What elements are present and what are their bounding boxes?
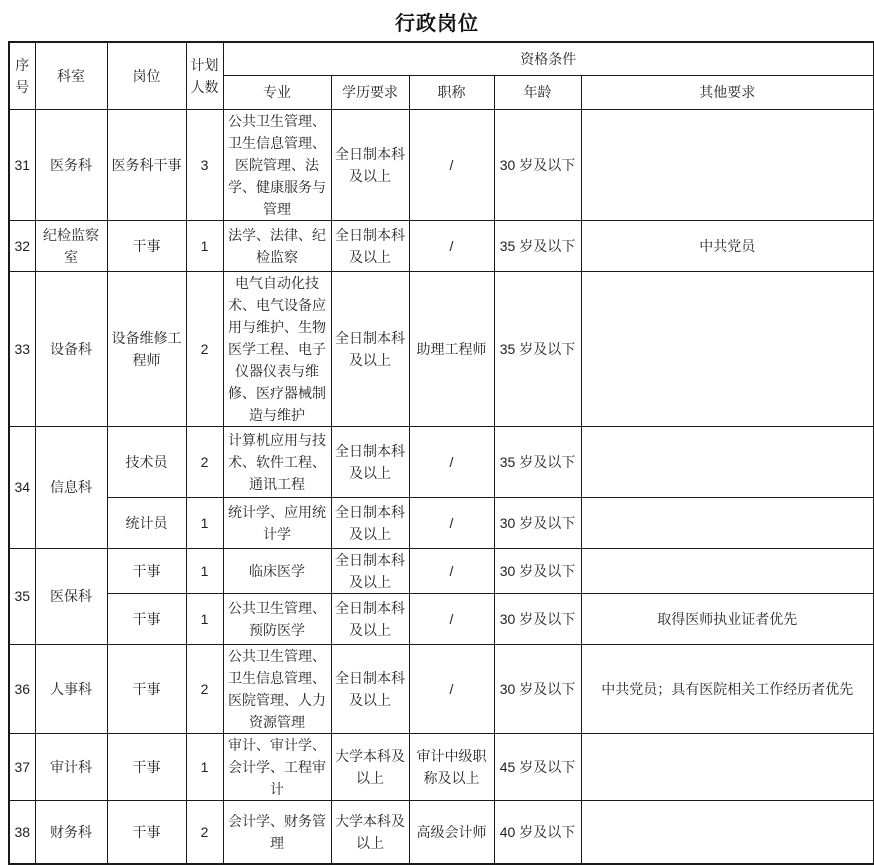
cell-major: 计算机应用与技术、软件工程、通讯工程 (223, 426, 331, 497)
cell-plan: 1 (186, 220, 223, 271)
cell-plan: 3 (186, 109, 223, 220)
cell-major: 审计、审计学、会计学、工程审计 (223, 733, 331, 800)
cell-no: 34 (9, 426, 35, 548)
cell-post: 干事 (107, 800, 186, 864)
cell-age: 30 岁及以下 (494, 593, 581, 644)
cell-other: 中共党员 (581, 220, 874, 271)
cell-edu: 全日制本科及以上 (331, 548, 409, 593)
cell-prof: 审计中级职称及以上 (409, 733, 494, 800)
cell-plan: 2 (186, 800, 223, 864)
cell-other (581, 497, 874, 548)
cell-plan: 2 (186, 644, 223, 733)
cell-post: 设备维修工程师 (107, 271, 186, 426)
cell-major: 法学、法律、纪检监察 (223, 220, 331, 271)
cell-post: 干事 (107, 593, 186, 644)
cell-dept: 审计科 (35, 733, 107, 800)
cell-plan: 2 (186, 426, 223, 497)
cell-age: 35 岁及以下 (494, 426, 581, 497)
cell-other (581, 800, 874, 864)
table-row-34-stat (9, 497, 874, 548)
table-row-33 (9, 271, 874, 426)
table-row-36 (9, 644, 874, 733)
cell-no: 37 (9, 733, 35, 800)
cell-age: 30 岁及以下 (494, 497, 581, 548)
cell-major: 电气自动化技术、电气设备应用与维护、生物医学工程、电子仪器仪表与维修、医疗器械制造与维护 (223, 271, 331, 426)
cell-prof: 高级会计师 (409, 800, 494, 864)
cell-edu: 全日制本科及以上 (331, 426, 409, 497)
cell-other (581, 426, 874, 497)
cell-dept: 信息科 (35, 426, 107, 548)
page-title: 行政岗位 (395, 13, 479, 35)
col-header-major: 专业 (223, 75, 331, 109)
col-header-post: 岗位 (107, 42, 186, 109)
cell-no: 38 (9, 800, 35, 864)
col-header-other: 其他要求 (581, 75, 874, 109)
cell-edu: 大学本科及以上 (331, 800, 409, 864)
table-row-35-b (9, 593, 874, 644)
cell-other: 取得医师执业证者优先 (581, 593, 874, 644)
cell-dept: 设备科 (35, 271, 107, 426)
cell-prof: / (409, 644, 494, 733)
cell-other (581, 548, 874, 593)
cell-other (581, 733, 874, 800)
table-row-32 (9, 220, 874, 271)
cell-post: 技术员 (107, 426, 186, 497)
cell-plan: 1 (186, 733, 223, 800)
positions-table (8, 41, 874, 865)
cell-major: 公共卫生管理、卫生信息管理、医院管理、法学、健康服务与管理 (223, 109, 331, 220)
cell-edu: 全日制本科及以上 (331, 220, 409, 271)
cell-major: 会计学、财务管理 (223, 800, 331, 864)
cell-edu: 全日制本科及以上 (331, 593, 409, 644)
cell-prof: / (409, 220, 494, 271)
cell-prof: 助理工程师 (409, 271, 494, 426)
cell-edu: 全日制本科及以上 (331, 271, 409, 426)
cell-dept: 纪检监察室 (35, 220, 107, 271)
cell-dept: 财务科 (35, 800, 107, 864)
cell-age: 40 岁及以下 (494, 800, 581, 864)
table-row-37 (9, 733, 874, 800)
cell-age: 35 岁及以下 (494, 271, 581, 426)
cell-no: 33 (9, 271, 35, 426)
cell-post: 统计员 (107, 497, 186, 548)
cell-edu: 全日制本科及以上 (331, 497, 409, 548)
cell-prof: / (409, 548, 494, 593)
cell-dept: 医务科 (35, 109, 107, 220)
cell-post: 医务科干事 (107, 109, 186, 220)
cell-no: 35 (9, 548, 35, 644)
cell-no: 31 (9, 109, 35, 220)
cell-edu: 全日制本科及以上 (331, 109, 409, 220)
cell-major: 统计学、应用统计学 (223, 497, 331, 548)
col-header-dept: 科室 (35, 42, 107, 109)
cell-dept: 医保科 (35, 548, 107, 644)
table-row-34-tech (9, 426, 874, 497)
cell-age: 35 岁及以下 (494, 220, 581, 271)
cell-post: 干事 (107, 220, 186, 271)
table-row-38 (9, 800, 874, 864)
header-row-1 (9, 42, 874, 75)
cell-major: 临床医学 (223, 548, 331, 593)
col-header-age: 年龄 (494, 75, 581, 109)
col-header-edu: 学历要求 (331, 75, 409, 109)
cell-age: 30 岁及以下 (494, 644, 581, 733)
cell-post: 干事 (107, 733, 186, 800)
cell-prof: / (409, 593, 494, 644)
cell-post: 干事 (107, 644, 186, 733)
cell-prof: / (409, 497, 494, 548)
cell-plan: 1 (186, 497, 223, 548)
cell-other (581, 271, 874, 426)
cell-age: 30 岁及以下 (494, 109, 581, 220)
cell-age: 45 岁及以下 (494, 733, 581, 800)
cell-plan: 2 (186, 271, 223, 426)
cell-major: 公共卫生管理、预防医学 (223, 593, 331, 644)
col-header-plan: 计划人数 (186, 42, 223, 109)
cell-edu: 全日制本科及以上 (331, 644, 409, 733)
col-header-qualification: 资格条件 (223, 42, 874, 75)
cell-plan: 1 (186, 593, 223, 644)
col-header-prof: 职称 (409, 75, 494, 109)
cell-no: 32 (9, 220, 35, 271)
cell-post: 干事 (107, 548, 186, 593)
cell-edu: 大学本科及以上 (331, 733, 409, 800)
cell-other (581, 109, 874, 220)
cell-other: 中共党员；具有医院相关工作经历者优先 (581, 644, 874, 733)
table-row-35-a (9, 548, 874, 593)
table-header (9, 42, 874, 109)
cell-prof: / (409, 109, 494, 220)
col-header-no: 序号 (9, 42, 35, 109)
cell-plan: 1 (186, 548, 223, 593)
cell-age: 30 岁及以下 (494, 548, 581, 593)
cell-dept: 人事科 (35, 644, 107, 733)
table-row-31 (9, 109, 874, 220)
cell-prof: / (409, 426, 494, 497)
cell-major: 公共卫生管理、卫生信息管理、医院管理、人力资源管理 (223, 644, 331, 733)
cell-no: 36 (9, 644, 35, 733)
